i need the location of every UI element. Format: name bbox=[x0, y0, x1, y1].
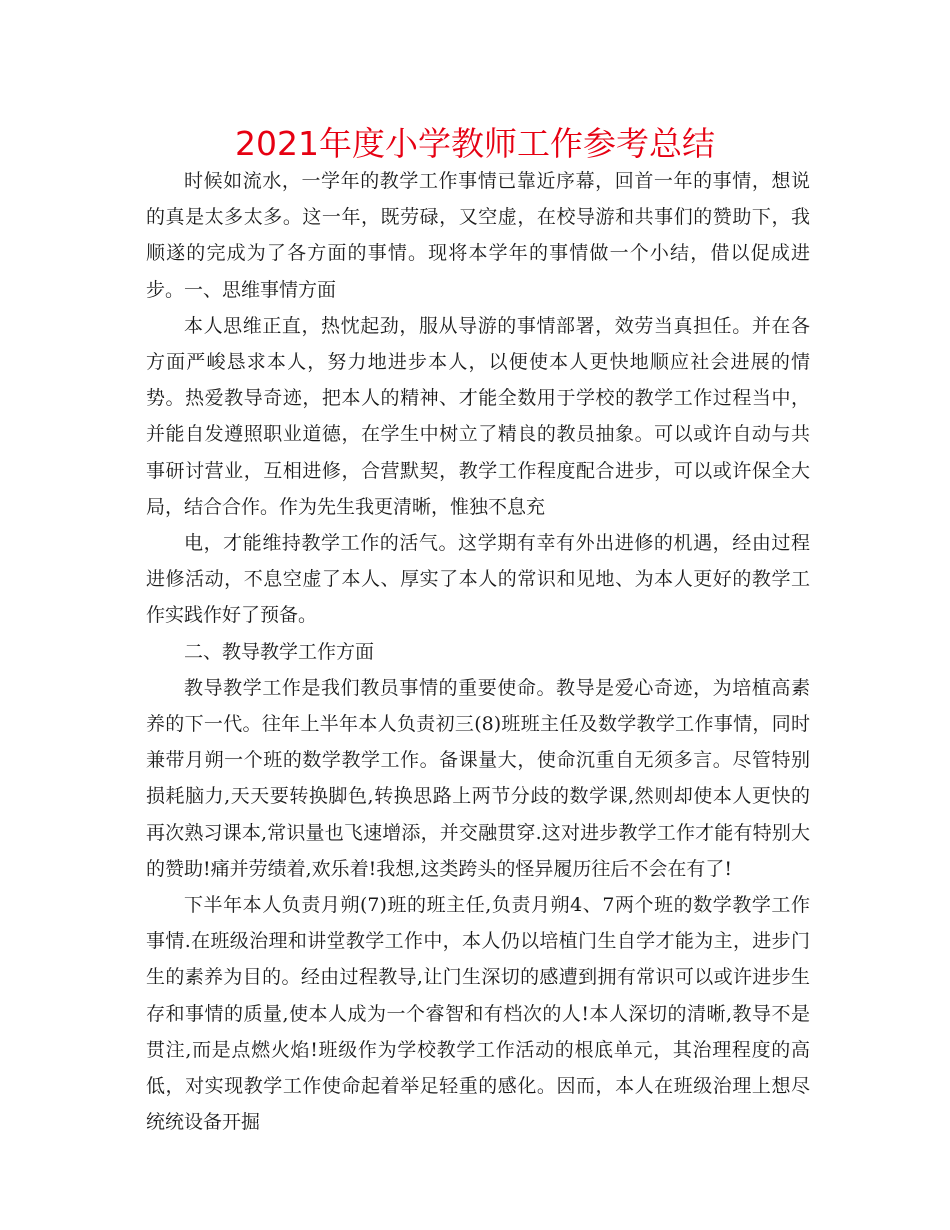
document-title: 2021年度小学教师工作参考总结 bbox=[235, 124, 715, 163]
paragraph-teaching-first-half: 教导教学工作是我们教员事情的重要使命。教导是爱心奇迹，为培植高素养的下一代。往年上半年本人负责初三(8)班班主任及数学教学工作事情，同时兼带月朔一个班的数学教学工作。备课量大，使命沉重自无须多言。尽管特别损耗脑力,天天要转换脚色,转换思路上两节分歧的数学课,然则却使本人更快的再次熟习课本,常识量也飞速增添，并交融贯穿.这对进步教学工作才能有特别大的赞助!痛并劳绩着,欢乐着!我想,这类跨头的怪异履历往后不会在有了! bbox=[146, 676, 810, 880]
paragraph-intro: 时候如流水，一学年的教学工作事情已靠近序幕，回首一年的事情，想说的真是太多太多。这一年，既劳碌，又空虚，在校导游和共事们的赞助下，我顺遂的完成为了各方面的事情。现将本学年的事情做一个小结，借以促成进步。一、思维事情方面 bbox=[146, 170, 810, 301]
section-heading-teaching: 二、教导教学工作方面 bbox=[184, 640, 375, 663]
document-body bbox=[146, 163, 810, 1140]
paragraph-recharge: 电，才能维持教学工作的活气。这学期有幸有外出进修的机遇，经由过程进修活动，不息空虚了本人、厚实了本人的常识和见地、为本人更好的教学工作实践作好了预备。 bbox=[146, 532, 810, 627]
paragraph-teaching-second-half: 下半年本人负责月朔(7)班的班主任,负责月朔4、7两个班的数学教学工作事情.在班级治理和讲堂教学工作中，本人仍以培植门生自学才能为主，进步门生的素养为目的。经由过程教导,让门生深切的感遭到拥有常识可以或许进步生存和事情的质量,使本人成为一个睿智和有档次的人!本人深切的清晰,教导不是贯注,而是点燃火焰!班级作为学校教学工作活动的根底单元，其治理程度的高低，对实现教学工作使命起着举足轻重的感化。因而，本人在班级治理上想尽统统设备开掘 bbox=[146, 894, 810, 1134]
paragraph-thinking: 本人思维正直，热忱起劲，服从导游的事情部署，效劳当真担任。并在各方面严峻恳求本人，努力地进步本人，以便使本人更快地顺应社会进展的情势。热爱教导奇迹，把本人的精神、才能全数用于学校的教学工作过程当中，并能自发遵照职业道德，在学生中树立了精良的教员抽象。可以或许自动与共事研讨营业，互相进修，合营默契，教学工作程度配合进步，可以或许保全大局，结合合作。作为先生我更清晰，惟独不息充 bbox=[146, 314, 810, 518]
